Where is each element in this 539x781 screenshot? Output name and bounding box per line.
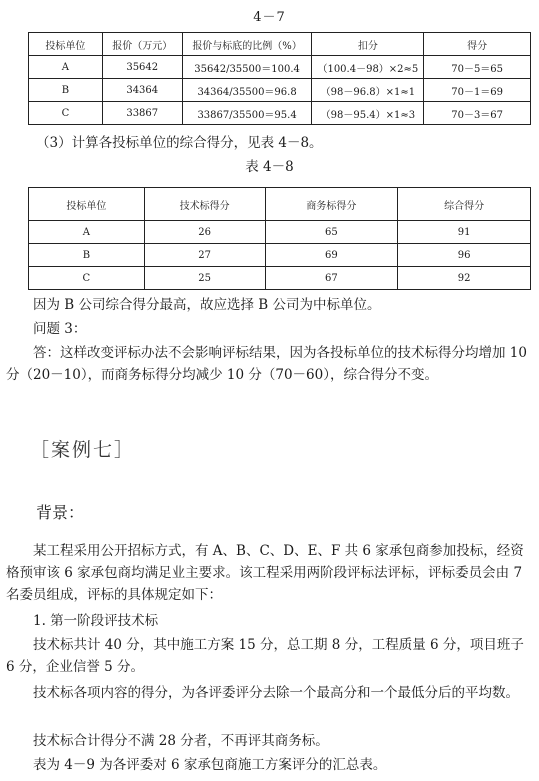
table-cell: 34364/35500＝96.8 xyxy=(182,79,312,102)
header-cell: 商务标得分 xyxy=(265,188,398,221)
step-3-text: （3）计算各投标单位的综合得分，见表 4－8。 xyxy=(36,135,323,151)
header-cell: 报价（万元） xyxy=(102,33,182,56)
case-heading: ［案例七］ xyxy=(30,439,136,461)
rule-3-text: 技术标合计得分不满 28 分者，不再评其商务标。 xyxy=(33,733,329,749)
header-cell: 扣分 xyxy=(312,33,424,56)
table-cell: 69 xyxy=(265,244,398,267)
table-cell: 33867 xyxy=(102,102,182,125)
header-cell: 投标单位 xyxy=(29,33,103,56)
table-row xyxy=(29,56,531,79)
table-cell: B xyxy=(29,244,145,267)
rule-4-text: 表为 4－9 为各评委对 6 家承包商施工方案评分的汇总表。 xyxy=(33,757,387,773)
background-text: 某工程采用公开招标方式，有 A、B、C、D、E、F 共 6 家承包商参加投标，经资格预审该 6 家承包商均满足业主要求。该工程采用两阶段评标法评标，评标委员会由 7 名委员组成，评标的具体规定如下： xyxy=(6,543,524,603)
table-4-8-caption: 表 4－8 xyxy=(245,159,294,175)
table-row xyxy=(29,267,531,290)
table-row xyxy=(29,102,531,125)
table-cell: 91 xyxy=(398,221,531,244)
table-cell: 26 xyxy=(144,221,265,244)
table-cell: 67 xyxy=(265,267,398,290)
header-cell: 得分 xyxy=(424,33,531,56)
table-cell: 92 xyxy=(398,267,531,290)
table-cell: 33867/35500＝95.4 xyxy=(182,102,312,125)
rule-2-text: 技术标各项内容的得分，为各评委评分去除一个最高分和一个最低分后的平均数。 xyxy=(33,685,519,701)
table-cell: C xyxy=(29,267,145,290)
table-header-row xyxy=(29,188,531,221)
table-row xyxy=(29,221,531,244)
table-row xyxy=(29,244,531,267)
table-header-row xyxy=(29,33,531,56)
header-cell: 投标单位 xyxy=(29,188,145,221)
header-cell: 技术标得分 xyxy=(144,188,265,221)
table-cell: 70－1＝69 xyxy=(424,79,531,102)
rule-1-text: 技术标共计 40 分，其中施工方案 15 分，总工期 8 分，工程质量 6 分，项目班子 6 分，企业信誉 5 分。 xyxy=(6,637,524,675)
table-cell: 27 xyxy=(144,244,265,267)
table-cell: 65 xyxy=(265,221,398,244)
table-cell: 96 xyxy=(398,244,531,267)
table-4-7 xyxy=(28,32,531,125)
table-cell: 34364 xyxy=(102,79,182,102)
table-cell: C xyxy=(29,102,103,125)
table-cell: 70－3＝67 xyxy=(424,102,531,125)
background-heading: 背景： xyxy=(36,503,85,522)
table-cell: A xyxy=(29,221,145,244)
table-4-7-caption: 4－7 xyxy=(253,10,286,25)
table-cell: 35642 xyxy=(102,56,182,79)
stage-1-heading: 1. 第一阶段评技术标 xyxy=(33,613,159,629)
table-cell: （98－95.4）×1≈3 xyxy=(312,102,424,125)
conclusion-text: 因为 B 公司综合得分最高，故应选择 B 公司为中标单位。 xyxy=(33,297,381,313)
table-cell: 35642/35500＝100.4 xyxy=(182,56,312,79)
table-cell: B xyxy=(29,79,103,102)
table-row xyxy=(29,79,531,102)
header-cell: 综合得分 xyxy=(398,188,531,221)
table-cell: （100.4－98）×2≈5 xyxy=(312,56,424,79)
table-4-8 xyxy=(28,187,531,290)
table-cell: 25 xyxy=(144,267,265,290)
table-cell: 70－5＝65 xyxy=(424,56,531,79)
table-cell: （98－96.8）×1≈1 xyxy=(312,79,424,102)
header-cell: 报价与标底的比例（%） xyxy=(182,33,312,56)
question-3-label: 问题 3： xyxy=(33,321,87,337)
table-cell: A xyxy=(29,56,103,79)
answer-3-text: 答：这样改变评标办法不会影响评标结果，因为各投标单位的技术标得分均增加 10 分（20－10），而商务标得分均减少 10 分（70－60），综合得分不变。 xyxy=(6,345,527,383)
